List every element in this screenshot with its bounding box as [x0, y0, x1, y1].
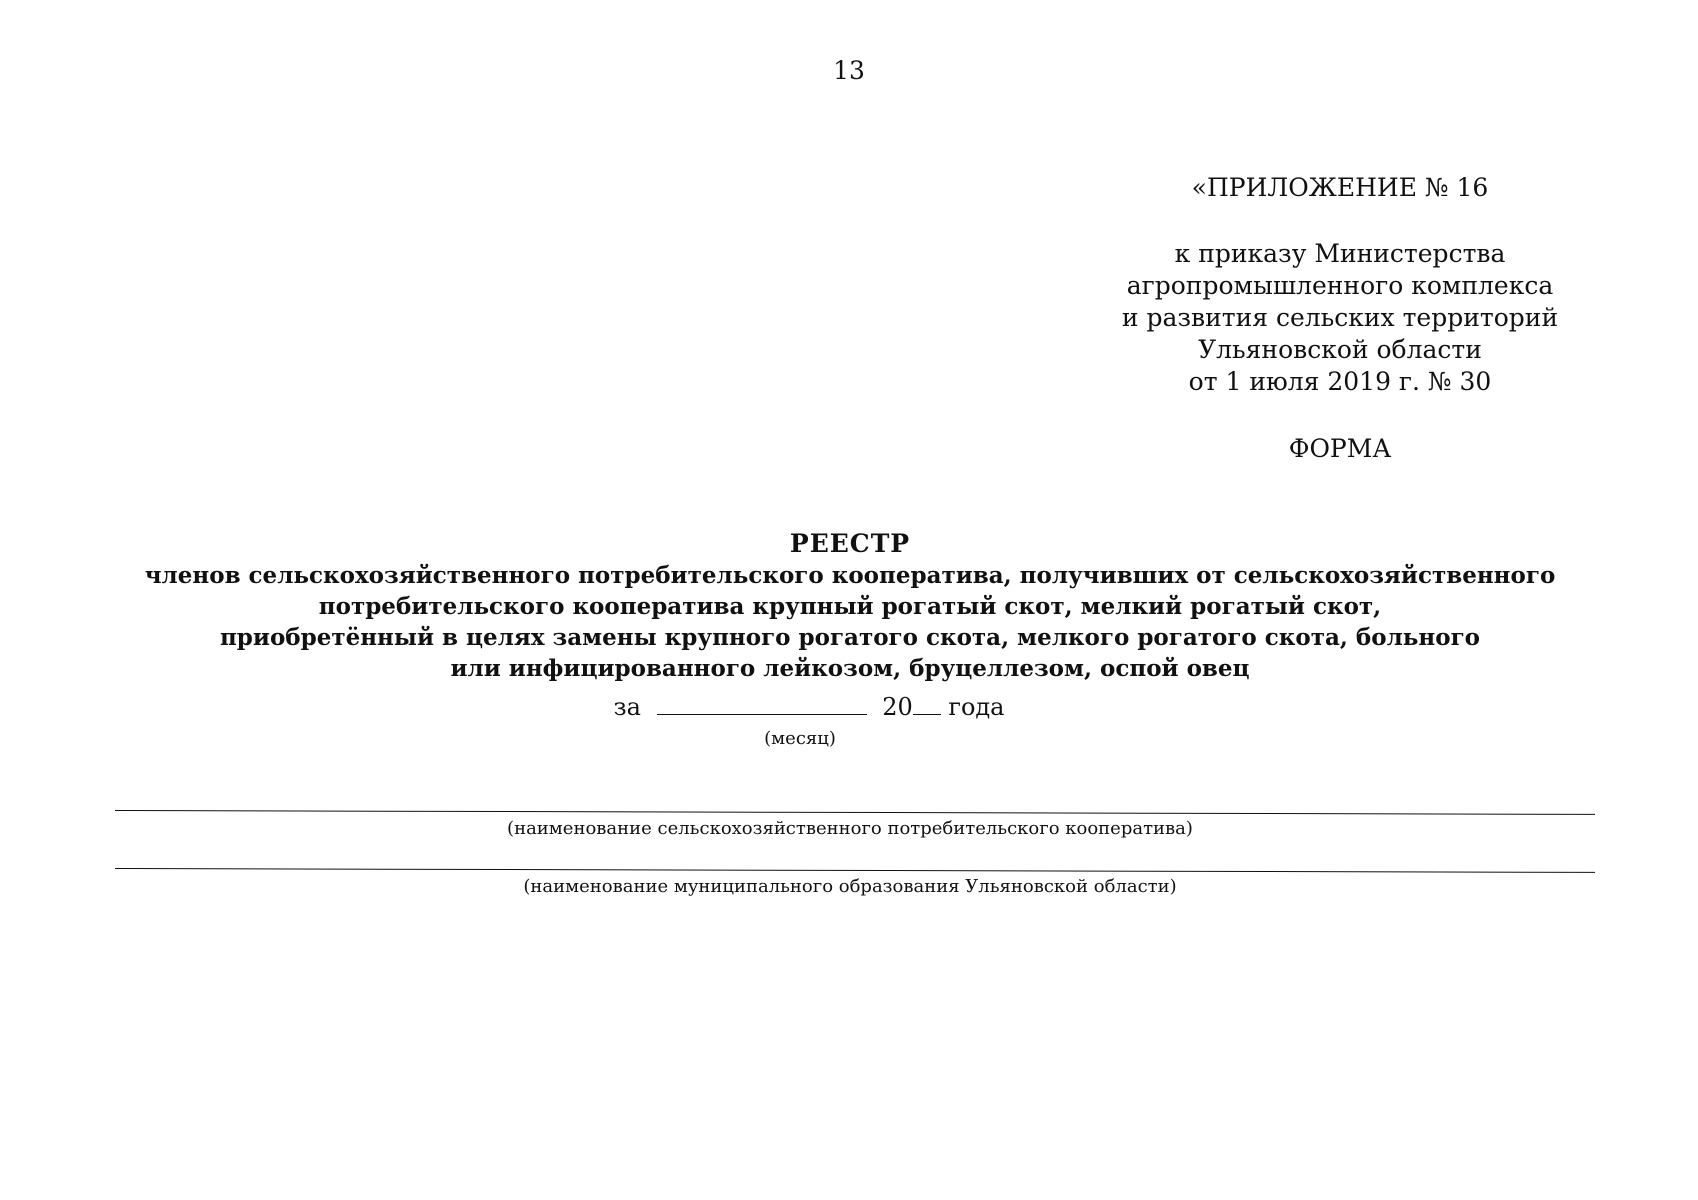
cooperative-name-caption: (наименование сельскохозяйственного потребительского кооператива) [507, 818, 1193, 839]
appendix-reference-line: к приказу Министерства [1174, 239, 1506, 268]
registry-subtitle-line: потребительского кооператива крупный рогатый скот, мелкий рогатый скот, [318, 593, 1382, 620]
period-line [0, 693, 1658, 721]
appendix-reference-line: от 1 июля 2019 г. № 30 [1188, 367, 1492, 396]
appendix-reference-line: агропромышленного комплекса [1126, 271, 1554, 300]
page-number: 13 [833, 56, 865, 85]
period-year-prefix: 20 [882, 693, 913, 721]
form-label: ФОРМА [1288, 434, 1392, 463]
period-prefix: за [613, 693, 641, 721]
registry-title-block [100, 528, 1600, 684]
registry-title: РЕЕСТР [789, 529, 911, 558]
year-blank-field[interactable] [913, 696, 941, 715]
municipality-name-caption: (наименование муниципального образования Ульяновской области) [523, 876, 1177, 897]
registry-subtitle-line: членов сельскохозяйственного потребительского кооператива, получивших от сельскохозяйственного [144, 562, 1556, 589]
registry-subtitle-line: приобретённый в целях замены крупного рогатого скота, мелкого рогатого скота, больного [219, 624, 1481, 651]
month-blank-field[interactable] [657, 696, 867, 715]
period-suffix: года [948, 693, 1005, 721]
appendix-reference-line: и развития сельских территорий [1121, 303, 1559, 332]
registry-subtitle-line: или инфицированного лейкозом, бруцеллезом, оспой овец [450, 655, 1250, 682]
appendix-title: «ПРИЛОЖЕНИЕ № 16 [1191, 173, 1489, 202]
month-caption: (месяц) [764, 728, 836, 749]
cooperative-name-line[interactable] [115, 810, 1595, 815]
appendix-reference-line: Ульяновской области [1198, 335, 1482, 364]
appendix-reference [1080, 238, 1600, 398]
municipality-name-line[interactable] [115, 868, 1595, 873]
